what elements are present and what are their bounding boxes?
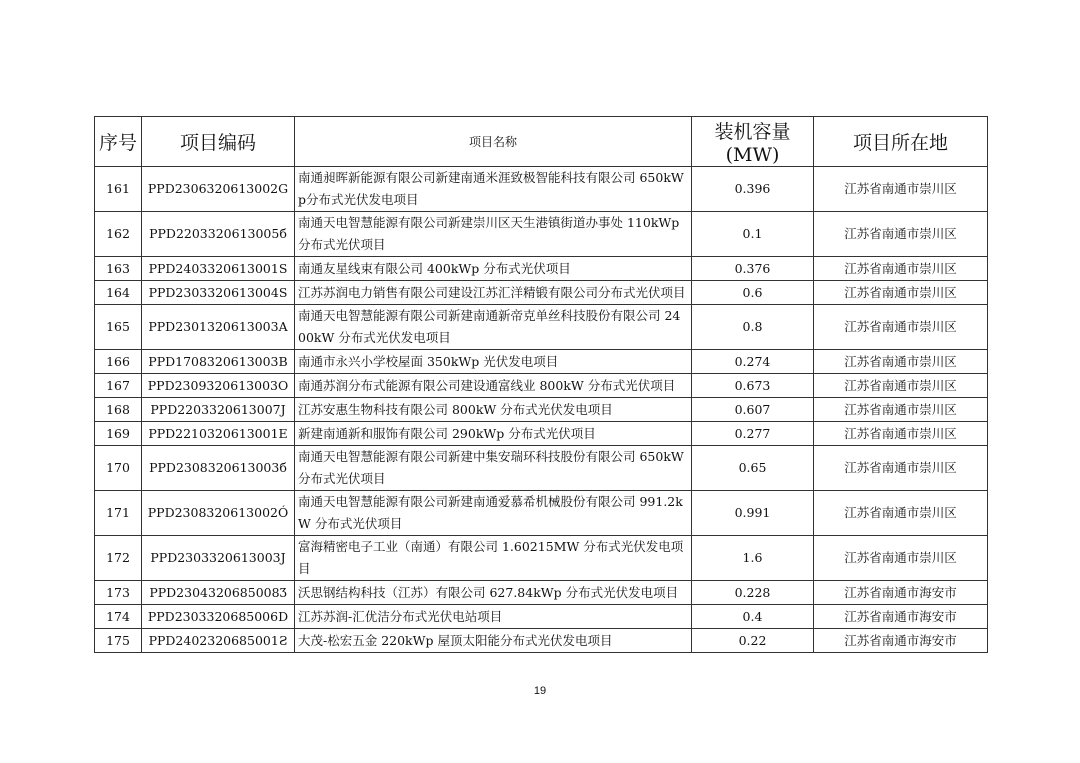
table-row	[95, 446, 988, 491]
cell-capacity: 0.22	[692, 629, 814, 653]
cell-capacity: 0.991	[692, 491, 814, 536]
cell-name: 南通市永兴小学校屋面 350kWp 光伏发电项目	[295, 350, 692, 374]
cell-name: 大茂-松宏五金 220kWp 屋顶太阳能分布式光伏发电项目	[295, 629, 692, 653]
cell-code: PPD2203320613005б	[142, 212, 295, 257]
cell-seq: 173	[95, 581, 142, 605]
cell-seq: 168	[95, 398, 142, 422]
cell-capacity: 0.6	[692, 281, 814, 305]
cell-seq: 171	[95, 491, 142, 536]
cell-seq: 172	[95, 536, 142, 581]
cell-seq: 163	[95, 257, 142, 281]
cell-capacity: 0.277	[692, 422, 814, 446]
cell-name: 新建南通新和服饰有限公司 290kWp 分布式光伏项目	[295, 422, 692, 446]
cell-capacity: 0.396	[692, 167, 814, 212]
cell-capacity: 0.376	[692, 257, 814, 281]
cell-name: 南通天电智慧能源有限公司新建南通爱慕希机械股份有限公司 991.2kW 分布式光伏项目	[295, 491, 692, 536]
cell-code: PPD2306320613002G	[142, 167, 295, 212]
table-row	[95, 581, 988, 605]
cell-seq: 164	[95, 281, 142, 305]
cell-location: 江苏省南通市崇川区	[814, 491, 988, 536]
cell-code: PPD1708320613003B	[142, 350, 295, 374]
cell-location: 江苏省南通市海安市	[814, 581, 988, 605]
table-row	[95, 605, 988, 629]
cell-code: PPD2402320685001Ƨ	[142, 629, 295, 653]
cell-location: 江苏省南通市崇川区	[814, 446, 988, 491]
cell-seq: 167	[95, 374, 142, 398]
cell-capacity: 0.1	[692, 212, 814, 257]
cell-capacity: 0.65	[692, 446, 814, 491]
table-row	[95, 350, 988, 374]
table-row	[95, 281, 988, 305]
cell-code: PPD2308320613003б	[142, 446, 295, 491]
table-row	[95, 167, 988, 212]
cell-code: PPD2304320685008Ӡ	[142, 581, 295, 605]
project-table	[94, 116, 988, 653]
cell-code: PPD2301320613003A	[142, 305, 295, 350]
cell-code: PPD2210320613001E	[142, 422, 295, 446]
header-code: 项目编码	[142, 117, 295, 167]
cell-name: 南通友星线束有限公司 400kWp 分布式光伏项目	[295, 257, 692, 281]
table-row	[95, 491, 988, 536]
cell-name: 江苏苏润电力销售有限公司建设江苏汇洋精锻有限公司分布式光伏项目	[295, 281, 692, 305]
header-capacity: 装机容量(MW)	[692, 117, 814, 167]
cell-capacity: 0.8	[692, 305, 814, 350]
cell-location: 江苏省南通市海安市	[814, 629, 988, 653]
cell-capacity: 0.607	[692, 398, 814, 422]
cell-seq: 169	[95, 422, 142, 446]
header-location: 项目所在地	[814, 117, 988, 167]
cell-location: 江苏省南通市崇川区	[814, 305, 988, 350]
cell-seq: 175	[95, 629, 142, 653]
cell-location: 江苏省南通市崇川区	[814, 374, 988, 398]
cell-location: 江苏省南通市崇川区	[814, 257, 988, 281]
cell-seq: 162	[95, 212, 142, 257]
header-seq: 序号	[95, 117, 142, 167]
cell-name: 江苏安惠生物科技有限公司 800kW 分布式光伏发电项目	[295, 398, 692, 422]
cell-seq: 161	[95, 167, 142, 212]
cell-name: 江苏苏润-汇优洁分布式光伏电站项目	[295, 605, 692, 629]
table-row	[95, 422, 988, 446]
cell-location: 江苏省南通市海安市	[814, 605, 988, 629]
cell-name: 南通天电智慧能源有限公司新建南通新帝克单丝科技股份有限公司 2400kW 分布式光伏发电项目	[295, 305, 692, 350]
cell-capacity: 0.228	[692, 581, 814, 605]
page-number: 19	[533, 685, 547, 697]
table-row	[95, 212, 988, 257]
cell-seq: 174	[95, 605, 142, 629]
cell-name: 南通苏润分布式能源有限公司建设通富线业 800kW 分布式光伏项目	[295, 374, 692, 398]
table-row	[95, 398, 988, 422]
cell-seq: 170	[95, 446, 142, 491]
cell-location: 江苏省南通市崇川区	[814, 536, 988, 581]
cell-code: PPD2308320613002Ó	[142, 491, 295, 536]
table-row	[95, 257, 988, 281]
cell-location: 江苏省南通市崇川区	[814, 167, 988, 212]
cell-code: PPD2203320613007J	[142, 398, 295, 422]
table-row	[95, 536, 988, 581]
cell-name: 南通天电智慧能源有限公司新建中集安瑞环科技股份有限公司 650kW 分布式光伏项目	[295, 446, 692, 491]
cell-code: PPD2303320685006D	[142, 605, 295, 629]
cell-location: 江苏省南通市崇川区	[814, 350, 988, 374]
table-row	[95, 305, 988, 350]
cell-capacity: 1.6	[692, 536, 814, 581]
cell-name: 南通天电智慧能源有限公司新建崇川区天生港镇街道办事处 110kWp 分布式光伏项目	[295, 212, 692, 257]
cell-location: 江苏省南通市崇川区	[814, 398, 988, 422]
cell-code: PPD2403320613001S	[142, 257, 295, 281]
header-name: 项目名称	[295, 117, 692, 167]
table-body	[95, 167, 988, 653]
cell-code: PPD2303320613004S	[142, 281, 295, 305]
cell-name: 富海精密电子工业（南通）有限公司 1.60215MW 分布式光伏发电项目	[295, 536, 692, 581]
cell-capacity: 0.673	[692, 374, 814, 398]
table-header-row	[95, 117, 988, 167]
cell-location: 江苏省南通市崇川区	[814, 422, 988, 446]
cell-code: PPD2309320613003O	[142, 374, 295, 398]
cell-location: 江苏省南通市崇川区	[814, 212, 988, 257]
cell-capacity: 0.274	[692, 350, 814, 374]
cell-capacity: 0.4	[692, 605, 814, 629]
cell-location: 江苏省南通市崇川区	[814, 281, 988, 305]
table-row	[95, 629, 988, 653]
table-row	[95, 374, 988, 398]
cell-name: 沃思钢结构科技（江苏）有限公司 627.84kWp 分布式光伏发电项目	[295, 581, 692, 605]
cell-name: 南通昶晖新能源有限公司新建南通米涯致极智能科技有限公司 650kWp分布式光伏发电项目	[295, 167, 692, 212]
cell-seq: 165	[95, 305, 142, 350]
cell-seq: 166	[95, 350, 142, 374]
cell-code: PPD2303320613003J	[142, 536, 295, 581]
